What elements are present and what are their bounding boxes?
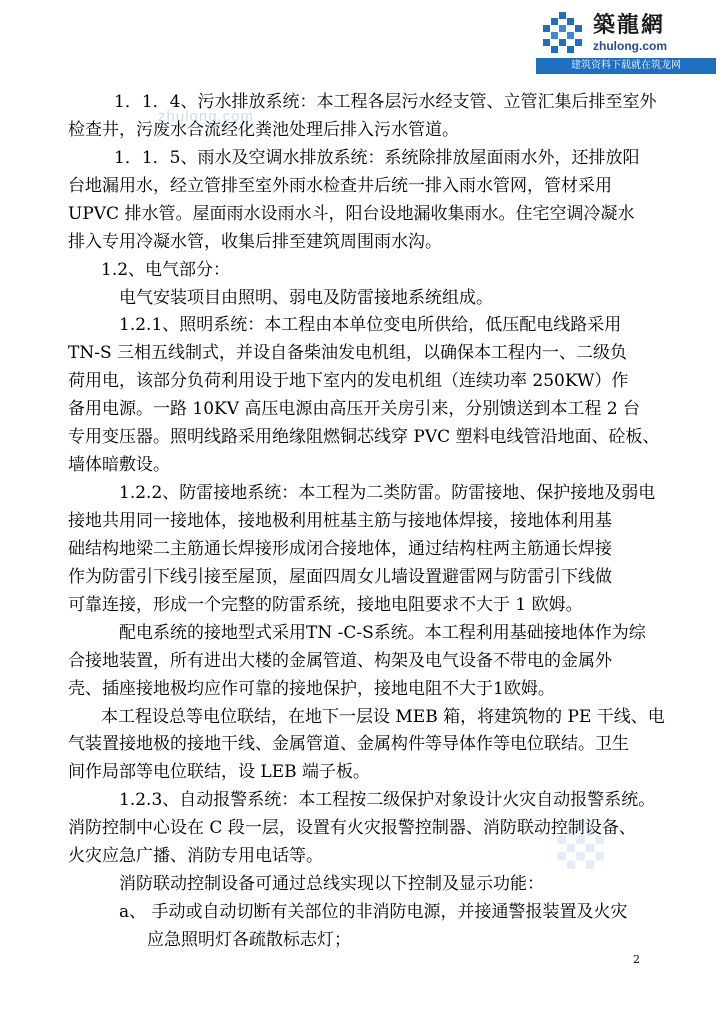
- text-line: 间作局部等电位联结，设 LEB 端子板。: [68, 762, 370, 782]
- text-line: 1．1．5、雨水及空调水排放系统：系统除排放屋面雨水外，还排放阳: [114, 148, 640, 168]
- page-number: 2: [633, 953, 640, 966]
- text-line: 应急照明灯各疏散标志灯；: [147, 930, 351, 950]
- text-line: 可靠连接，形成一个完整的防雷系统，接地电阻要求不大于 1 欧姆。: [68, 595, 583, 615]
- text-line: 本工程设总等电位联结，在地下一层设 MEB 箱，将建筑物的 PE 干线、电: [101, 707, 665, 727]
- list-item-a: a、 手动或自动切断有关部位的非消防电源，并接通警报装置及火灾: [119, 902, 628, 922]
- text-line: 电气安装项目由照明、弱电及防雷接地系统组成。: [119, 288, 493, 308]
- text-line: 气装置接地极的接地干线、金属管道、金属构件等导体作等电位联结。卫生: [68, 734, 629, 754]
- text-line: 1．1．4、污水排放系统：本工程各层污水经支管、立管汇集后排至室外: [114, 92, 657, 112]
- text-line: 墙体暗敷设。: [68, 455, 170, 475]
- text-line: 消防控制中心设在 C 段一层，设置有火灾报警控制器、消防联动控制设备、: [68, 818, 636, 838]
- text-line: UPVC 排水管。屋面雨水设雨水斗，阳台设地漏收集雨水。住宅空调冷凝水: [68, 204, 635, 224]
- text-line: 1.2.3、自动报警系统：本工程按二级保护对象设计火灾自动报警系统。: [119, 790, 656, 810]
- text-line: 火灾应急广播、消防专用电话等。: [68, 846, 323, 866]
- logo-site: zhulong.com: [593, 39, 667, 53]
- text-line: 1.2.2、防雷接地系统：本工程为二类防雷。防雷接地、保护接地及弱电: [119, 483, 656, 503]
- logo-title: 築龍網: [593, 12, 666, 38]
- text-line: 配电系统的接地型式采用TN -C-S系统。本工程利用基础接地体作为综: [119, 623, 646, 643]
- text-line: 1.2.1、照明系统：本工程由本单位变电所供给，低压配电线路采用: [119, 315, 622, 335]
- text-line: TN-S 三相五线制式，并设自备柴油发电机组，以确保本工程内一、二级负: [68, 343, 628, 363]
- text-line: 备用电源。一路 10KV 高压电源由高压开关房引来，分别馈送到本工程 2 台: [68, 399, 641, 419]
- section-heading: 1.2、电气部分：: [101, 260, 231, 280]
- text-line: 作为防雷引下线引接至屋顶，屋面四周女儿墙设置避雷网与防雷引下线做: [68, 567, 612, 587]
- text-line: 壳、插座接地极均应作可靠的接地保护，接地电阻不大于1欧姆。: [68, 679, 555, 699]
- text-line: 排入专用冷凝水管，收集后排至建筑周围雨水沟。: [68, 232, 442, 252]
- text-line: 专用变压器。照明线路采用绝缘阻燃铜芯线穿 PVC 塑料电线管沿地面、砼板、: [68, 427, 660, 447]
- watermark-text: zhulong.com: [158, 108, 255, 125]
- text-line: 台地漏用水，经立管排至室外雨水检查井后统一排入雨水管网，管材采用: [68, 176, 612, 196]
- text-line: 接地共用同一接地体，接地极利用桩基主筋与接地体焊接，接地体利用基: [68, 511, 612, 531]
- text-line: 消防联动控制设备可通过总线实现以下控制及显示功能：: [119, 874, 544, 894]
- text-line: 础结构地梁二主筋通长焊接形成闭合接地体，通过结构柱两主筋通长焊接: [68, 539, 612, 559]
- text-line: 荷用电，该部分负荷利用设于地下室内的发电机组（连续功率 250KW）作: [68, 371, 629, 391]
- text-line: 检查井，污废水合流经化粪池处理后排入污水管道。: [68, 120, 459, 140]
- text-line: 合接地装置，所有进出大楼的金属管道、构架及电气设备不带电的金属外: [68, 651, 612, 671]
- logo-banner: 建筑资料下载就在筑龙网: [536, 58, 716, 74]
